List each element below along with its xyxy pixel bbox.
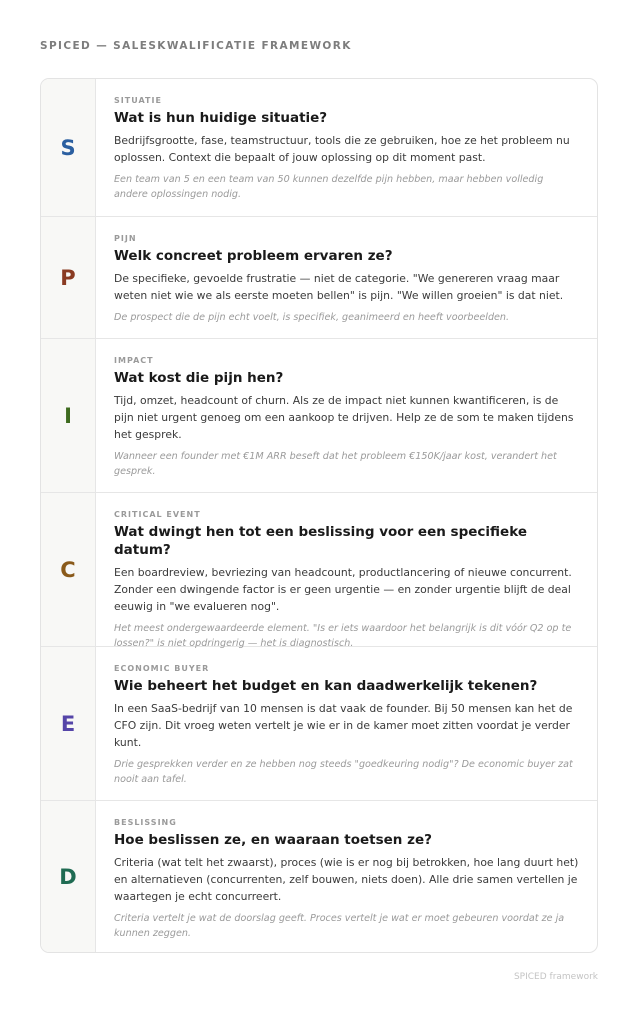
row-question: Wat dwingt hen tot een beslissing voor een specifieke datum? bbox=[114, 524, 527, 558]
row-question: Wat is hun huidige situatie? bbox=[114, 110, 328, 126]
page-heading: SPICED — SALESKWALIFICATIE FRAMEWORK bbox=[40, 40, 352, 52]
letter-i: I bbox=[41, 339, 96, 492]
row-tag: SITUATIE bbox=[114, 96, 162, 105]
row-content bbox=[96, 647, 597, 800]
row-economic-buyer bbox=[41, 647, 597, 801]
row-description: Een boardreview, bevriezing van headcount, productlancering of nieuwe concurrent. Zonder een dwingende factor is er geen urgentie — en zonder urgentie blijft de deal eeuwig in "we evalueren nog". bbox=[114, 566, 572, 613]
letter-e: E bbox=[41, 647, 96, 800]
row-situatie bbox=[41, 79, 597, 217]
row-note: De prospect die de pijn echt voelt, is specifiek, geanimeerd en heeft voorbeelden. bbox=[114, 312, 510, 323]
letter-p: P bbox=[41, 217, 96, 338]
row-impact bbox=[41, 339, 597, 493]
footer-label: SPICED framework bbox=[513, 972, 598, 982]
row-description: De specifieke, gevoelde frustratie — niet de categorie. "We genereren vraag maar weten niet wie we als eerste moeten bellen" is pijn. "We willen groeien" is dat niet. bbox=[114, 272, 564, 302]
row-beslissing bbox=[41, 801, 597, 952]
row-tag: BESLISSING bbox=[114, 818, 177, 827]
row-question: Welk concreet probleem ervaren ze? bbox=[114, 248, 393, 264]
row-question: Hoe beslissen ze, en waaraan toetsen ze? bbox=[114, 832, 432, 848]
letter-s: S bbox=[41, 79, 96, 216]
row-description: In een SaaS-bedrijf van 10 mensen is dat vaak de founder. Bij 50 mensen kan het de CFO zijn. Dit vroeg weten vertelt je wie er in de kamer moet zitten voordat je verder kunt. bbox=[114, 702, 573, 749]
row-tag: CRITICAL EVENT bbox=[114, 510, 201, 519]
row-note: Criteria vertelt je wat de doorslag geeft. Proces vertelt je wat er moet gebeuren voordat ze ja kunnen zeggen. bbox=[114, 913, 565, 939]
letter-c: C bbox=[41, 493, 96, 646]
row-content bbox=[96, 493, 597, 649]
row-content bbox=[96, 79, 597, 216]
row-question: Wat kost die pijn hen? bbox=[114, 370, 284, 386]
row-pijn bbox=[41, 217, 597, 339]
row-note: Drie gesprekken verder en ze hebben nog steeds "goedkeuring nodig"? De economic buyer zat nooit aan tafel. bbox=[114, 759, 573, 785]
row-content bbox=[96, 339, 597, 492]
letter-d: D bbox=[41, 801, 96, 952]
row-description: Bedrijfsgrootte, fase, teamstructuur, tools die ze gebruiken, hoe ze het probleem nu oplossen. Context die bepaalt of jouw oplossing op dit moment past. bbox=[114, 134, 570, 164]
row-note: Het meest ondergewaardeerde element. "Is er iets waardoor het belangrijk is dit vóór Q2 op te lossen?" is niet opdringerig — het is diagnostisch. bbox=[114, 623, 572, 649]
row-description: Tijd, omzet, headcount of churn. Als ze de impact niet kunnen kwantificeren, is de pijn niet urgent genoeg om een aankoop te drijven. Help ze de som te maken tijdens het gesprek. bbox=[114, 394, 574, 441]
row-critical-event bbox=[41, 493, 597, 647]
row-note: Wanneer een founder met €1M ARR beseft dat het probleem €150K/jaar kost, verandert het gesprek. bbox=[114, 451, 557, 477]
row-content bbox=[96, 217, 597, 338]
row-note: Een team van 5 en een team van 50 kunnen dezelfde pijn hebben, maar hebben volledig andere oplossingen nodig. bbox=[114, 174, 544, 200]
row-content bbox=[96, 801, 597, 952]
row-tag: PIJN bbox=[114, 234, 137, 243]
row-tag: IMPACT bbox=[114, 356, 154, 365]
spiced-card bbox=[40, 78, 598, 953]
row-description: Criteria (wat telt het zwaarst), proces (wie is er nog bij betrokken, hoe lang duurt het) en alternatieven (concurrenten, zelf bouwen, niets doen). Alle drie samen vertellen je waartegen je echt concurreert. bbox=[114, 856, 579, 903]
row-tag: ECONOMIC BUYER bbox=[114, 664, 210, 673]
row-question: Wie beheert het budget en kan daadwerkelijk tekenen? bbox=[114, 678, 538, 694]
